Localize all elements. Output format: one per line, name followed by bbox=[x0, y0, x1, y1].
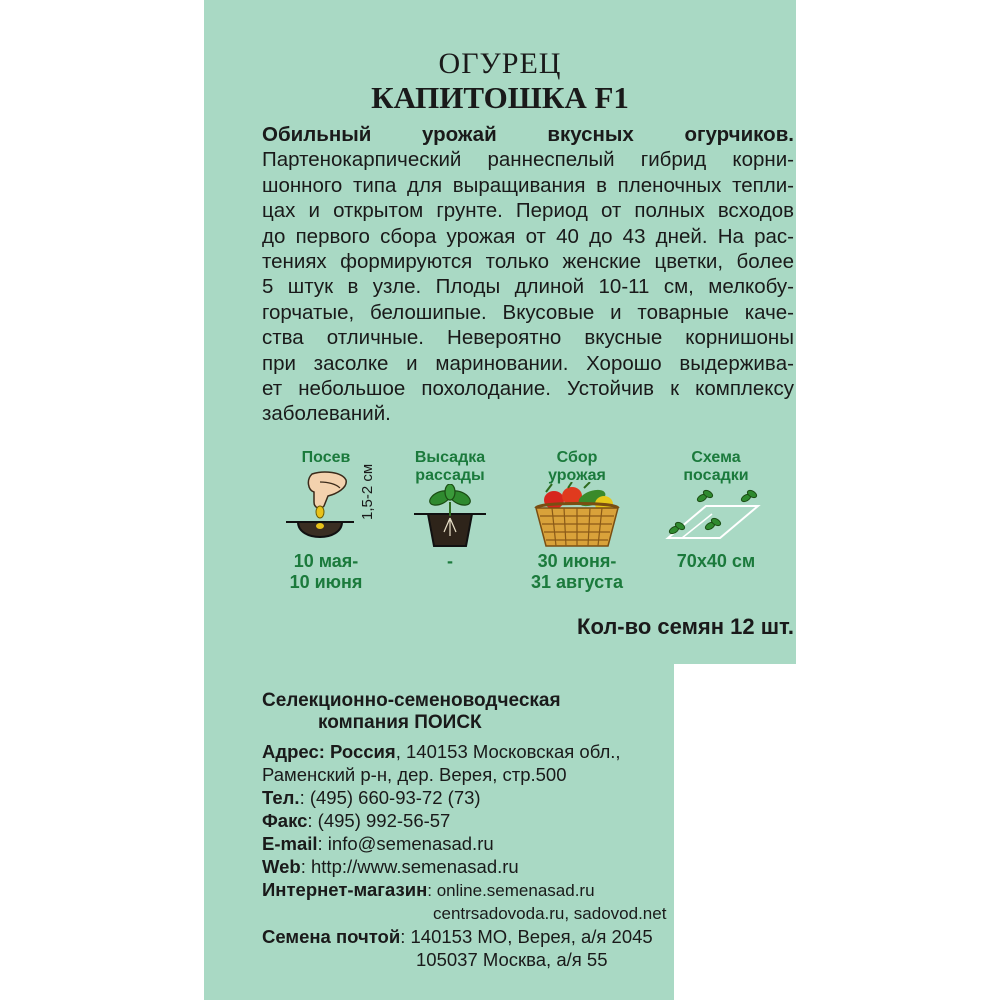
phone-value: : (495) 660-93-72 (73) bbox=[299, 787, 481, 808]
description-line: до первого сбора урожая от 40 до 43 дней. На рас- bbox=[262, 224, 794, 248]
web-row bbox=[262, 856, 519, 878]
email-label: E-mail bbox=[262, 833, 318, 854]
shop-label: Интернет-магазин bbox=[262, 879, 428, 900]
company-line-1: Селекционно-семеноводческая bbox=[262, 690, 561, 711]
web-value: : http://www.semenasad.ru bbox=[300, 856, 519, 877]
scheme-label-2: посадки bbox=[683, 467, 749, 484]
email-row bbox=[262, 833, 494, 855]
planting-scheme-icon bbox=[662, 486, 762, 546]
address-row bbox=[262, 741, 621, 763]
transplant-label-1: Высадка bbox=[414, 449, 486, 466]
description-line: горчатые, белошипые. Вкусовые и товарные каче- bbox=[262, 300, 794, 324]
company-name bbox=[262, 690, 561, 734]
mail-value-1: : 140153 МО, Верея, а/я 2045 bbox=[400, 926, 653, 947]
phone-row bbox=[262, 787, 481, 809]
sowing-date-start: 10 мая- bbox=[293, 551, 359, 571]
description-line: ства отличные. Невероятно вкусные корнишоны bbox=[262, 326, 794, 350]
harvest-date-start: 30 июня- bbox=[537, 551, 617, 571]
company-line-2: компания ПОИСК bbox=[318, 712, 482, 733]
address-line-1: , 140153 Московская обл., bbox=[395, 741, 621, 762]
sowing-date-end: 10 июня bbox=[289, 572, 363, 592]
description bbox=[262, 122, 794, 427]
scheme-label-1: Схема bbox=[691, 449, 741, 466]
product-kind: ОГУРЕЦ bbox=[438, 47, 562, 80]
transplant-label-2: рассады bbox=[415, 467, 485, 484]
seedling-pot-icon bbox=[412, 484, 488, 548]
mail-row bbox=[262, 926, 653, 948]
fax-label: Факс bbox=[262, 810, 308, 831]
shop-row bbox=[262, 879, 595, 902]
shop-value-1: : online.semenasad.ru bbox=[427, 881, 595, 900]
product-variety: КАПИТОШКА F1 bbox=[371, 80, 629, 115]
mail-label: Семена почтой bbox=[262, 926, 401, 947]
blank-label-area bbox=[674, 664, 796, 1000]
scheme-value: 70x40 см bbox=[676, 551, 756, 571]
seed-packet-back bbox=[204, 0, 796, 1000]
mail-value-2: 105037 Москва, а/я 55 bbox=[416, 949, 608, 970]
sowing-depth: 1,5-2 см bbox=[359, 463, 376, 520]
fax-row bbox=[262, 810, 450, 832]
fax-value: : (495) 992-56-57 bbox=[307, 810, 451, 831]
shop-value-2: centrsadovoda.ru, sadovod.net bbox=[433, 904, 667, 923]
description-line: при засолке и мариновании. Хорошо выдерживa- bbox=[262, 351, 794, 375]
harvest-label-2: урожая bbox=[548, 467, 606, 484]
seed-hand-icon bbox=[284, 470, 356, 550]
description-line: Обильный урожай вкусных огурчиков. bbox=[262, 123, 794, 146]
email-value: : info@semenasad.ru bbox=[317, 833, 494, 854]
web-label: Web bbox=[262, 856, 301, 877]
harvest-label-1: Сбор bbox=[556, 449, 598, 466]
description-line: шонного типа для выращивания в пленочных тепли- bbox=[262, 173, 794, 197]
address-label: Адрес: Россия bbox=[262, 741, 396, 762]
transplant-value: - bbox=[447, 551, 453, 571]
description-line: ет небольшое похолодание. Устойчив к комплексу bbox=[262, 377, 794, 401]
description-line: тениях формируются только женские цветки, более bbox=[262, 250, 794, 274]
address-row-2: Раменский р-н, дер. Верея, стр.500 bbox=[262, 764, 567, 785]
harvest-date-end: 31 августа bbox=[531, 572, 623, 592]
phone-label: Тел. bbox=[262, 787, 300, 808]
description-line: Партенокарпический раннеспелый гибрид корни- bbox=[262, 148, 794, 172]
description-line: заболеваний. bbox=[262, 402, 391, 426]
description-line: цах и открытом грунте. Период от полных всходов bbox=[262, 199, 794, 223]
sowing-label: Посев bbox=[301, 449, 351, 466]
vegetable-basket-icon bbox=[532, 482, 622, 550]
seed-count: Кол-во семян 12 шт. bbox=[577, 614, 794, 639]
description-line: 5 штук в узле. Плоды длиной 10-11 см, мелкобу- bbox=[262, 275, 794, 299]
